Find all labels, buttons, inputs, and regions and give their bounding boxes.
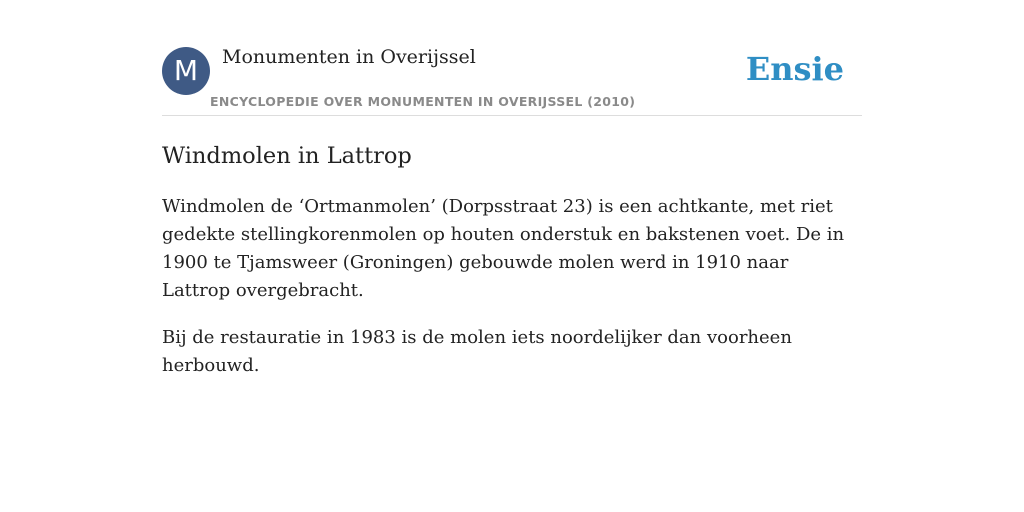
article-paragraph: Bij de restauratie in 1983 is de molen iets noordelijker dan voorheen herbouwd.	[162, 327, 792, 376]
page-container	[162, 0, 862, 380]
article-paragraph: Windmolen de ‘Ortmanmolen’ (Dorpsstraat 23) is een achtkante, met riet gedekte stellingkorenmolen op houten onderstuk en bakstenen voet. De in 1900 te Tjamsweer (Groningen) gebouwde molen werd in 1910 naar Lattrop overgebracht.	[162, 196, 845, 301]
site-title-link[interactable]: Monumenten in Overijssel	[222, 46, 476, 68]
site-subtitle: ENCYCLOPEDIE OVER MONUMENTEN IN OVERIJSSEL (2010)	[210, 94, 636, 109]
article-title: Windmolen in Lattrop	[162, 143, 412, 169]
site-avatar[interactable]: M	[162, 47, 210, 95]
ensie-logo[interactable]: Ensie	[745, 50, 844, 88]
article-body	[162, 193, 862, 380]
site-header	[162, 0, 862, 116]
